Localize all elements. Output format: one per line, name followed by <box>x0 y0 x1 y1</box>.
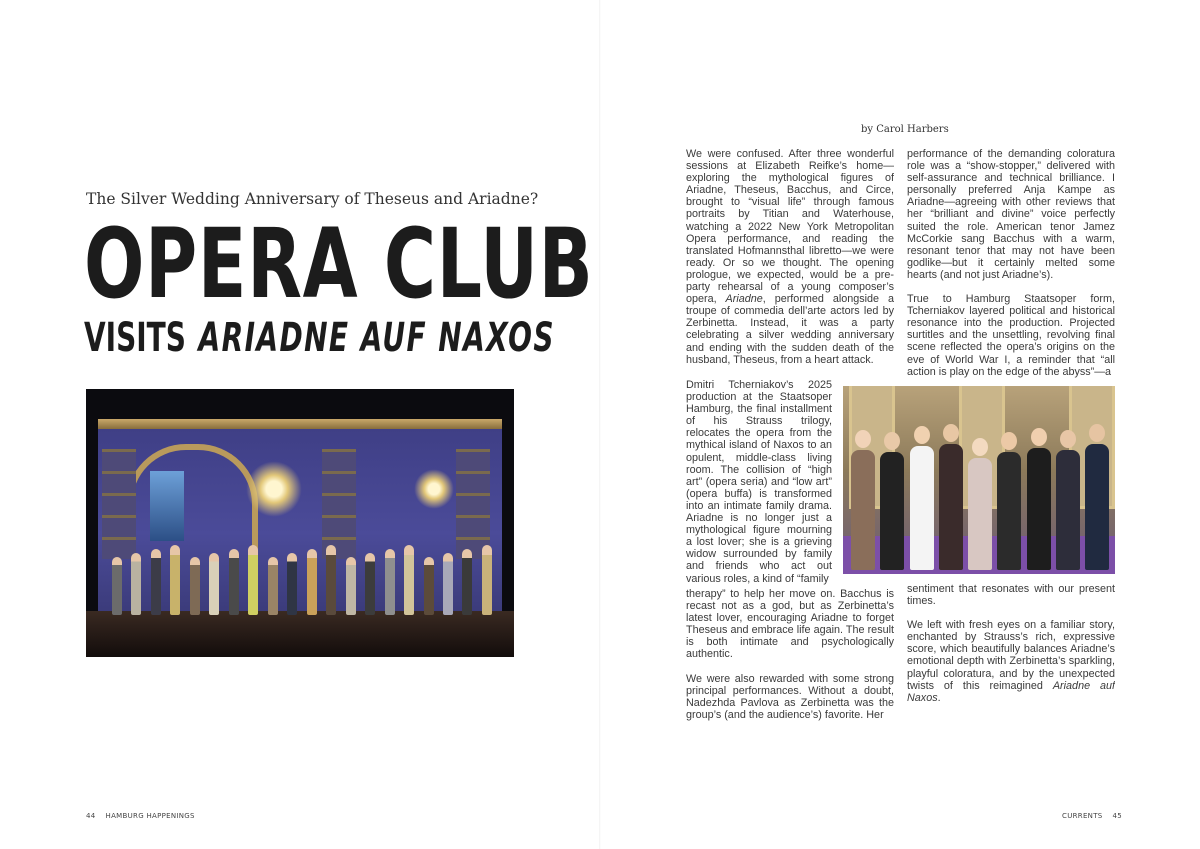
group-member <box>1056 430 1080 570</box>
cast-member <box>209 553 219 615</box>
paragraph-politics-cont: sentiment that resonates with our present times. <box>907 583 1115 608</box>
group-member-body <box>1056 450 1080 570</box>
stage-window <box>150 471 184 541</box>
cast-member <box>248 545 258 615</box>
article-column-left-narrow <box>686 379 832 589</box>
group-member <box>1085 424 1109 570</box>
group-member-head <box>1031 428 1047 446</box>
group-member-head <box>1001 432 1017 450</box>
group-member-body <box>1027 448 1051 570</box>
article-subtitle: The Silver Wedding Anniversary of Theseus and Ariadne? <box>86 190 539 208</box>
article-column-left-bottom <box>686 588 894 722</box>
footer-right <box>1062 812 1122 820</box>
stage-floor <box>86 611 514 657</box>
cast-member <box>385 549 395 615</box>
cast-member <box>462 549 472 615</box>
group-member <box>851 430 875 570</box>
paragraph-politics: True to Hamburg Staatsoper form, Tcherniakov layered political and historical resonance into the production. Projected surtitles and the unsettling, revolving final scene reflected the opera’s origins on the eve of World War I, a reminder that “all action is play on the edge of the abyss”—a <box>907 293 1115 378</box>
headline-opera-club: OPERA CLUB <box>84 208 594 320</box>
headline-visits-prefix: VISITS <box>84 315 186 361</box>
group-member-head <box>972 438 988 456</box>
group-member-body <box>851 450 875 570</box>
group-member-body <box>968 458 992 570</box>
group-member-head <box>943 424 959 442</box>
paragraph-production-cont: therapy” to help her move on. Bacchus is recast not as a god, but as Zerbinetta’s latest lover, encouraging Ariadne to forget Theseus and embrace life again. The result is both intimate and psychologically authentic. <box>686 588 894 661</box>
page-number-left: 44 <box>86 812 96 820</box>
cast-member <box>346 557 356 615</box>
paragraph-performances: We were also rewarded with some strong principal performances. Without a doubt, Nadezhda Pavlova as Zerbinetta was the group’s (and the audience’s) favorite. Her <box>686 672 894 721</box>
cast-member <box>112 557 122 615</box>
cast-member <box>229 549 239 615</box>
group-member-head <box>914 426 930 444</box>
cast-member <box>443 553 453 615</box>
group-member <box>939 424 963 570</box>
paragraph-performances-cont: performance of the demanding coloratura role was a “show-stopper,” delivered with self-assurance and technical brilliance. I personally preferred Anja Kampe as Ariadne—agreeing with other reviews that her “brilliant and divine” voice perfectly suited the role. American tenor Jamez McCorkie sang Bacchus with a warm, resonant tenor that may not have been godlike—but it certainly melted some hearts (and not just Ariadne’s). <box>907 148 1115 281</box>
group-member-head <box>855 430 871 448</box>
paragraph-intro: We were confused. After three wonderful sessions at Elizabeth Reifke’s home—exploring the mythological figures of Ariadne, Theseus, Bacchus, and Circe, brought to “visual life” through famous portraits by Titian and Waterhouse, watching a 2022 New York Metropolitan Opera performance, and reading the translated Hofmannsthal libretto—we were ready. Or so we thought. The opening prologue, we expected, would be a pre-party rehearsal of a young composer’s opera, Ariadne, performed alongside a troupe of commedia dell’arte actors led by Zerbinetta. Instead, it was a party celebrating a silver wedding anniversary and ending with the sudden death of the husband, Theseus, from a heart attack. <box>686 148 894 366</box>
cast-member <box>190 557 200 615</box>
group-people <box>851 410 1109 570</box>
article-column-right-top <box>907 148 1115 380</box>
group-member-body <box>1085 444 1109 570</box>
section-name-right: CURRENTS <box>1062 812 1103 820</box>
page-number-right: 45 <box>1112 812 1123 820</box>
article-column-right-bottom <box>907 583 1115 707</box>
group-member <box>880 432 904 570</box>
group-member <box>910 426 934 570</box>
group-member-body <box>910 446 934 570</box>
cast-member <box>307 549 317 615</box>
group-member-body <box>939 444 963 570</box>
opera-club-group-photo <box>843 386 1115 574</box>
cast-line <box>112 539 492 615</box>
cast-member <box>131 553 141 615</box>
cast-member <box>268 557 278 615</box>
headline-visits <box>84 316 555 360</box>
section-name-left: HAMBURG HAPPENINGS <box>105 812 195 820</box>
cast-member <box>326 545 336 615</box>
cast-member <box>170 545 180 615</box>
cast-member <box>365 553 375 615</box>
cast-member <box>287 553 297 615</box>
group-member-body <box>880 452 904 570</box>
footer-left <box>86 812 195 820</box>
page-fold <box>599 0 601 849</box>
article-column-left-top <box>686 148 894 378</box>
cast-member <box>404 545 414 615</box>
group-member-body <box>997 452 1021 570</box>
group-member <box>1027 428 1051 570</box>
chandelier-large <box>246 461 302 517</box>
headline-opera-title: ARIADNE AUF NAXOS <box>198 315 555 361</box>
group-member-head <box>1060 430 1076 448</box>
cast-member <box>151 549 161 615</box>
byline: by Carol Harbers <box>861 124 949 135</box>
paragraph-conclusion: We left with fresh eyes on a familiar story, enchanted by Strauss’s rich, expressive score, which beautifully balances Ariadne’s emotional depth with Zerbinetta’s sparkling, playful coloratura, and by the unexpected twists of this reimagined Ariadne auf Naxos. <box>907 619 1115 704</box>
stage-arch <box>126 444 258 550</box>
cast-member <box>482 545 492 615</box>
group-member <box>968 438 992 570</box>
group-member-head <box>884 432 900 450</box>
chandelier-small <box>414 469 454 509</box>
group-member <box>997 432 1021 570</box>
cast-member <box>424 557 434 615</box>
paragraph-production: Dmitri Tcherniakov’s 2025 production at the Staatsoper Hamburg, the final installment of his Strauss trilogy, relocates the opera from the mythical island of Naxos to an opulent, middle-class living room. The collision of “high art” (opera seria) and “low art” (opera buffa) is transformed into an intimate family drama. Ariadne is no longer just a mythological figure mourning a lost lover; she is a grieving widow surrounded by family and friends who act out various roles, a kind of “family <box>686 379 832 585</box>
group-member-head <box>1089 424 1105 442</box>
stage-curtain-call-photo <box>86 389 514 657</box>
